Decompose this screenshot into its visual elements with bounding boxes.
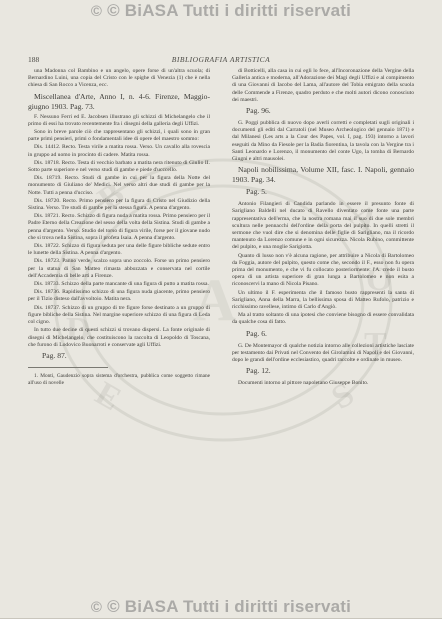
- paragraph: F. Nessuno Ferri ed E. Jacobsen illustrano gli schizzi di Michelangelo che il primo di essi ha trovato recentemente fra i disegni della galleria degli Uffizi.: [28, 113, 210, 127]
- footnote: 1. Monti, Gaudenzio sopra sistema d'orchestra, pubblica come soggetto rimane all'uso di novelle: [28, 372, 210, 387]
- copyright-icon: ©: [90, 3, 103, 20]
- paragraph: Dis. 18722. Schizzo di figura seduta per una delle figure bibliche sedute entro le lunette della Sistina. A penna d'argento.: [28, 243, 210, 257]
- footnote-rule: [28, 367, 108, 368]
- paragraph: Dis. 18733. Schizzo della parte mancante di una figura di putto a matita rossa.: [34, 281, 209, 288]
- svg-text:A: A: [343, 196, 385, 241]
- watermark-banner-bottom: [0, 596, 442, 618]
- svg-text:O: O: [366, 261, 393, 298]
- running-title: BIBLIOGRAFIA ARTISTICA: [171, 55, 271, 64]
- watermark-banner-top: [0, 0, 442, 22]
- page-header: [28, 55, 414, 65]
- page-number: 188: [28, 55, 40, 64]
- paragraph: Dis. 18736. Rapidissimo schizzo di una figura nuda giacente, primo pensiero per il Tizio disteso dall'avvoltoio. Matita nera.: [28, 289, 210, 303]
- paragraph: Dis. 18737. Schizzo di un gruppo di tre figure forse destinato a un gruppo di figure bibliche della Sistina. Nel margine superiore schizzo di una figura di Leda col cigno.: [28, 304, 210, 326]
- page-reference: Pag. 87.: [42, 350, 67, 360]
- page-reference: Pag. 12.: [246, 366, 271, 376]
- svg-text:B: B: [91, 175, 132, 219]
- paragraph: Ma al tratto soltanto di una ipotesi che conviene bisogno di essere convalidata da qualche cosa di fatto.: [232, 312, 414, 326]
- paragraph: Dis. 18721. Recto. Schizzo di figura nuda a matita rossa. Primo pensiero per il Padre Eterno della Creazione del sesso della volta della Sistina. Studi di gambe a penna d'argento. Verso. Studio del torso di figura virile, forse per il giovane nudo che si trova nella Sistina, sopra il profeta Isaia. A penna d'argento.: [28, 213, 210, 241]
- section-heading: Miscellanea d'Arte, Anno I, n. 4-6. Firenze, Maggio-giugno 1903. Pag. 73.: [28, 91, 210, 111]
- paragraph: di Botticelli, alla casa in cui egli lo fece, all'Incoronazione della Vergine della Galleria antica e moderna, all'Adorazione dei Magi degli Uffizi e al compimento di una Giovanni di Iacobo del Lama, all'autore del Tobia emigrato della scuola delle Commende a Firenze, quadro perduto e che molti autori dicono conosciuto dei maestri.: [232, 68, 414, 103]
- paragraph: Documenti intorno al pittore napoletano Giuseppe Bonito.: [238, 380, 369, 387]
- paragraph: Dis. 18719. Recto. Studi di gambe in cui per la figura della Notte del monumento di Giuliano de' Medici. Nel verso altri due studi di gambe per la Notte. Tutti a penna d'ucciso.: [28, 175, 210, 196]
- svg-text:S: S: [325, 375, 361, 417]
- left-text-column: [28, 68, 210, 578]
- svg-text:I: I: [66, 251, 80, 288]
- paragraph: una Madonna col Bambino e un angelo, opere forse di un'altra scuola; di Bernardino Luini, una copia del Cristo con le spighe di Venezia (1) che è nella chiesa di San Rocco a Vicenza, ecc.: [28, 68, 210, 89]
- page-reference: Pag. 5.: [246, 187, 267, 197]
- copyright-icon: ©: [90, 599, 103, 616]
- paragraph: G. Poggi pubblica di nuovo dopo averli corretti e completati sugli originali i documenti gli editi dal Carratoli (nel Museo Archeologico del gennaio 1871) e dal Milanesi (Les arts a la Cour des Papes, vol. I, pag. 193) intorno a lavori eseguiti da Mino da Fiesole per la Badia fiorentina, la tavola con la Vergine tra i Santi Leonardo e Lorenzo, il monumento del conte Ugo, la tomba di Bernardo Giugni e altri mausolei.: [232, 120, 414, 163]
- paragraph: Un ultimo il F. esperimenta che il famoso busto rappresenti la santa di Sarigliano, Anna della Marra, la bellissima sposa di Matteo Rufolo, patrizio e ricchissimo ravellese, intimo di Carlo d'Angiò.: [232, 289, 414, 311]
- paragraph: Dis. 18718. Recto. Testa di vecchio barbato a matita nera ritenuto di Giulio II. Sotto parte superiore e nel verso studi di gambe e piede d'ucccello.: [28, 159, 210, 174]
- svg-text:A: A: [193, 267, 237, 333]
- watermark-text: © BiASA Tutti i diritti riservati: [107, 1, 352, 20]
- svg-text:T: T: [364, 326, 387, 363]
- paragraph: G. De Montemayor di qualche notizia intorno alle collezioni artistiche lasciate per testamento dai Privati nel Convento dei Girolamini di Napoli e dei Giovanni, dopo le grandi dell'ordine ecclesiastico, quadri raccolte e ordinate in museo.: [232, 342, 414, 364]
- paragraph: Dis. 18723. Panno verde, scalzo sopra uno zoccolo. Forse un primo pensiero per la statua di San Matteo rimasta abbozzata e conservata nel cortile dell'Accademia di belle arti a Firenze.: [28, 258, 210, 279]
- right-text-column: [232, 68, 414, 578]
- paragraph: Dis. 14412. Recto. Testa virile a matita rossa. Verso. Un cavallo alla rovescia in gruppo ad uomo in procinto di cadere. Matita rossa.: [28, 144, 210, 158]
- page-reference: Pag. 96.: [246, 106, 271, 116]
- page-reference: Pag. 6.: [246, 328, 267, 338]
- watermark-text: © BiASA Tutti i diritti riservati: [107, 597, 352, 616]
- paragraph: Dis. 18720. Recto. Primo pensiero per la figura di Cristo nel Giudizio della Sistina. Verso. Tre studi di gambe per la stessa figura. A penna d'argento.: [28, 197, 210, 212]
- paragraph: Quanto di lusso non v'è alcuna ragione, per attribuire a Nicola di Bartolomeo da Foggia, autore del pulpito, questo come che, secondo il F., esso non fu opera prima del monumento, e che vi fu collocato posteriormente: l'A. crede il busto opera di un artista superiore di gran lunga a Bartolomeo e non esita a riconoscervi la mano di Nicola Pisano.: [232, 252, 414, 288]
- paragraph: In tutto due decine di questi schizzi si trovano dispersi. La fonte originale di disegni di Michelangelo, che costituiscono la raccolta di Leopoldo di Toscana, che furono di Lodovico Buonarroti e conservate agli Uffizi.: [28, 327, 210, 348]
- paragraph: Antonio Filangieri di Candida parlando in essere il presunto fonte di Sarigliano Baldelli nel ducato di Ravello diventato come fonte una parte rappresentativa dell'erma, che la nostra romana mai il suo di due sole membri scultura nelle pennacchi dell'ordine della porta del pulpito. In quelli stretti il sermone che vuol dire che si denomina delle figlie di Sarigliano, ma il ricordo mantenuto da Lorenzo comune e in ogni sicurezza. Nicola Rubino, committente del pulpito, e una moglie Sarigiotta.: [232, 201, 414, 251]
- paragraph: Sono in breve parole ciò che rappresentano gli schizzi, i quali sono in gran parte primi pensieri, primi o fondamentali idee di opere del maestro sommo:: [28, 129, 210, 143]
- svg-text:D: D: [66, 311, 91, 348]
- section-heading: Napoli nobilissima, Volume XII, fasc. I. Napoli, gennaio 1903. Pag. 34.: [232, 165, 414, 185]
- svg-text:E: E: [89, 374, 128, 419]
